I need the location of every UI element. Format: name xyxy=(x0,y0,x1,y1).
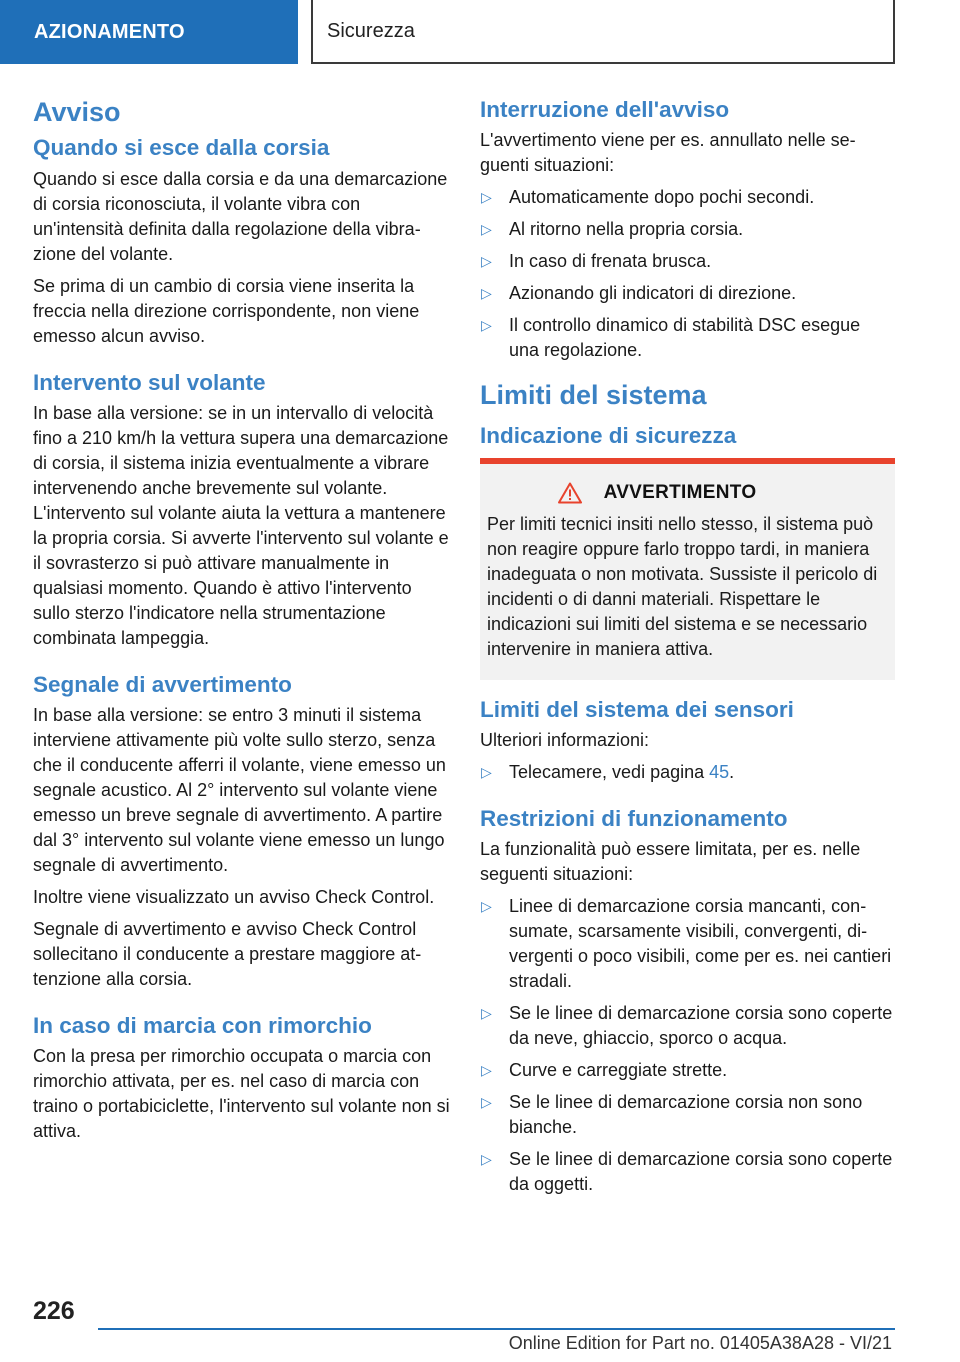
heading-function-restrictions: Restrizioni di funzionamento xyxy=(480,805,788,831)
page-link[interactable]: 45 xyxy=(709,761,730,782)
warning-header xyxy=(427,482,887,504)
paragraph: In base alla versione: se entro 3 minuti il sistema interviene attivamente più volte sullo sterzo, senza che il conducente afferri il volante, viene emesso un segnale acustico. Al 2° intervento sul volante viene emesso un breve segnale di avvertimento. A partire dal 3° intervento sul volante viene emesso un lungo segnale di avvertimento. xyxy=(33,704,446,875)
paragraph: L'avvertimento viene per es. annullato nelle seguenti situazioni: xyxy=(480,130,856,176)
paragraph: Segnale di avvertimento e avviso Check Control sollecitano il conducente a prestare maggiore attenzione alla corsia. xyxy=(33,918,422,989)
list-item: ▷ In caso di frenata brusca. xyxy=(480,249,895,274)
section-title: AZIONAMENTO xyxy=(34,20,185,43)
triangle-bullet-icon: ▷ xyxy=(481,1004,492,1021)
paragraph: Inoltre viene visualizzato un avviso Check Control. xyxy=(33,886,435,907)
triangle-bullet-icon: ▷ xyxy=(481,1061,492,1078)
list-item: ▷ Telecamere, vedi pagina 45. xyxy=(480,760,895,785)
heading-sensor-limits: Limiti del sistema dei sensori xyxy=(480,696,794,722)
paragraph: Se prima di un cambio di corsia viene inserita la freccia nella direzione corrispondente, non viene emesso alcun avviso. xyxy=(33,275,420,346)
triangle-bullet-icon: ▷ xyxy=(481,897,492,914)
paragraph: In base alla versione: se in un intervallo di velocità fino a 210 km/h la vettura supera una demarcazione di corsia, il sistema inizia eventualmente a vibrare intervenendo anche brevemente sul volante. L'intervento sul volante aiuta la vettura a mantenere la propria corsia. Si avverte l'intervento sul volante e il sovrasterzo si può attivare manualmente in qualsiasi momento. Quando è attivo l'intervento sullo sterzo l'indicatore nella strumentazione combinata lampeggia. xyxy=(33,402,449,648)
chapter-title: Sicurezza xyxy=(327,19,415,42)
heading-warning-interruption: Interruzione dell'avviso xyxy=(480,97,730,122)
warning-text: Per limiti tecnici insiti nello stesso, il sistema può non reagire oppure farlo troppo tardi, in maniera inadeguata o non motivata. Sussiste il pericolo di incidenti o di danni materiali. Rispettare le indicazioni sui limiti del sistema e se necessario intervenire in maniera attiva. xyxy=(487,513,878,659)
page-number: 226 xyxy=(33,1297,75,1325)
warning-title: AVVERTIMENTO xyxy=(603,481,757,503)
list-item: ▷ Al ritorno nella propria corsia. xyxy=(480,217,895,242)
heading-warning-signal: Segnale di avvertimento xyxy=(33,671,292,697)
right-column xyxy=(480,96,895,1204)
warning-triangle-icon xyxy=(558,482,582,504)
heading-safety-notice: Indicazione di sicurezza xyxy=(480,422,737,448)
edition-footer: Online Edition for Part no. 01405A38A28 - VI/21 xyxy=(508,1333,892,1353)
paragraph: Con la presa per rimorchio occupata o marcia con rimorchio attivata, per es. nel caso di marcia con traino o portabiciclette, l'intervento sul volante non si attiva. xyxy=(33,1045,450,1141)
paragraph: Ulteriori informazioni: xyxy=(480,729,650,750)
list-item: ▷ Il controllo dinamico di stabilità DSC esegue una regolazione. xyxy=(481,315,861,361)
warning-box xyxy=(480,458,895,680)
restrictions-list xyxy=(480,894,895,1197)
list-item: ▷ Curve e carreggiate strette. xyxy=(480,1058,895,1083)
triangle-bullet-icon: ▷ xyxy=(481,763,492,780)
page-title-avviso: Avviso xyxy=(33,97,121,127)
triangle-bullet-icon: ▷ xyxy=(481,285,492,302)
list-item: ▷ Se le linee di demarcazione corsia non sono bianche. xyxy=(481,1091,863,1137)
list-item: ▷ Se le linee di demarcazione corsia sono coperte da neve, ghiaccio, sporco o acqua. xyxy=(481,1002,893,1048)
sensor-list xyxy=(480,760,895,785)
triangle-bullet-icon: ▷ xyxy=(481,1150,492,1167)
list-item: ▷ Azionando gli indicatori di direzione. xyxy=(480,281,895,306)
chapter-header xyxy=(311,0,895,64)
paragraph: Quando si esce dalla corsia e da una demarcazione di corsia riconosciuta, il volante vibra con un'intensità definita dalla regolazione della vibrazione del volante. xyxy=(33,168,448,264)
triangle-bullet-icon: ▷ xyxy=(481,221,492,238)
heading-leaving-lane: Quando si esce dalla corsia xyxy=(33,135,330,161)
heading-steering-intervention: Intervento sul volante xyxy=(33,369,266,395)
paragraph: La funzionalità può essere limitata, per es. nelle seguenti situazioni: xyxy=(480,838,861,884)
triangle-bullet-icon: ▷ xyxy=(481,317,492,334)
triangle-bullet-icon: ▷ xyxy=(481,189,492,206)
page-title-system-limits: Limiti del sistema xyxy=(480,380,707,411)
footer-divider xyxy=(98,1328,895,1330)
heading-trailer: In caso di marcia con rimorchio xyxy=(33,1012,372,1038)
triangle-bullet-icon: ▷ xyxy=(481,253,492,270)
left-column xyxy=(33,96,451,1151)
list-item: ▷ Linee di demarcazione corsia mancanti, consumate, scarsamente visibili, convergenti, divergenti o poco visibili, come per es. nei cantieri stradali. xyxy=(481,895,892,991)
triangle-bullet-icon: ▷ xyxy=(481,1093,492,1110)
list-item: ▷ Automaticamente dopo pochi secondi. xyxy=(480,185,895,210)
section-tab xyxy=(0,0,298,64)
interruption-list xyxy=(480,185,895,363)
list-item: ▷ Se le linee di demarcazione corsia sono coperte da oggetti. xyxy=(481,1148,893,1194)
